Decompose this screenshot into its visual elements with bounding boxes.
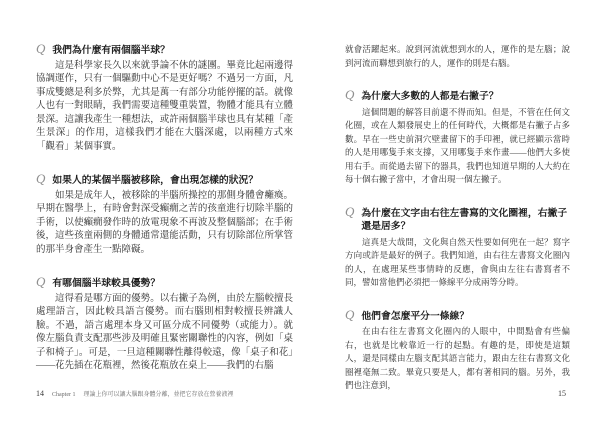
answer-paragraph: 這真是大哉問，文化與自然天性要如何兜在一起？寫字方向或許是最好的例子。我們知道，由右往左書寫文化圈內的人，在處理某些事情時的反應，會與由左往右書寫者不同，譬如當他們必須把一條線平分成兩等分時。 (345, 236, 570, 287)
chapter-title: 理論上你可以讓大腦跟身體分離，並把它存放在營養液裡 (83, 392, 234, 398)
q-marker-icon: Q (345, 306, 355, 322)
page-number-right: 15 (558, 389, 566, 398)
question-row (345, 88, 570, 104)
qa-section (345, 205, 570, 290)
question-row (345, 205, 570, 234)
page-left (36, 0, 293, 374)
qa-section (36, 275, 293, 374)
chapter-label: Chapter 1 (52, 392, 76, 398)
page-right (345, 0, 570, 393)
answer-paragraph: 這得看是哪方面的優勢。以右撇子為例，由於左腦較擅長處理語言，因此較具語言優勢。而右腦則相對較擅長辨識人臉。不過，語言處理本身又可區分成不同優勢（或能力）。就像左腦負責支配那些涉及明確且緊密關聯性的內容，例如「桌子和椅子」。可是，一旦這種關聯性離得較遠，像「桌子和花」——花先插在花瓶裡，然後花瓶放在桌上——我們的右腦 (36, 293, 293, 371)
answer-paragraph: 這是科學家長久以來就爭論不休的謎團。畢竟比起兩邊得協調運作，只有一個驅動中心不是更好嗎？不過另一方面，凡事成雙總是利多於弊，尤其是萬一有部分功能停擺的話。就像人也有一對眼睛，我們需要這種雙重裝置，物體才能具有立體景深。這讓我產生一種想法，或許兩個腦半球也具有某種「產生景深」的作用，這樣我們才能在大腦深處，以兩種方式來「觀看」某個事實。 (36, 60, 293, 152)
question-heading: 有哪個腦半球較具優勢？ (52, 278, 161, 289)
question-row (345, 308, 570, 324)
footer-left (36, 389, 234, 398)
qa-section (345, 308, 570, 393)
qa-section (36, 172, 293, 257)
answer-paragraph: 如果是成年人，被移除的半腦所操控的那側身體會癱瘓。早期在醫學上，有時會對深受癲癇之苦的孩童進行切除半腦的手術，以使癲癇發作時的放電現象不再波及整個腦部；在手術後，這些孩童兩側的身體通常還能活動，只有切除部位所掌管的那半身會產生一點障礙。 (36, 190, 293, 255)
question-row (36, 172, 293, 188)
question-row (36, 42, 293, 58)
footer-right (558, 389, 566, 398)
answer-paragraph: 這個問題的解答目前還不得而知。但是，不管在任何文化圈，或在人類發展史上的任何時代，大概都是右撇子占多數。早在一些史前洞穴壁畫留下的手印裡，就已經顯示當時的人是用哪隻手來支撐，又用哪隻手來作畫——他們大多使用右手。而從過去留下的器具，我們也知道早期的人大約在每十個右撇子當中，才會出現一個左撇子。 (345, 106, 570, 184)
q-marker-icon: Q (36, 171, 46, 186)
q-marker-icon: Q (345, 203, 355, 219)
question-row (36, 275, 293, 291)
q-marker-icon: Q (36, 274, 46, 289)
page-number-left: 14 (36, 389, 44, 398)
qa-section (345, 88, 570, 187)
qa-section (36, 42, 293, 154)
question-heading: 我們為什麼有兩個腦半球？ (52, 45, 170, 56)
question-heading: 為什麼在文字由右往左書寫的文化圈裡，右撇子還是居多？ (361, 207, 568, 232)
answer-paragraph: 在由右往左書寫文化圈內的人眼中，中間點會有些偏右，也就是比較靠近一行的起點。有趣的是，即使是這類人，還是同樣由左腦支配其語言能力，跟由左往右書寫文化圈裡毫無二致。畢竟只要是人，都有著相同的腦。另外，我們也注意到， (345, 326, 570, 390)
question-heading: 他們會怎麼平分一條線？ (361, 310, 470, 322)
q-marker-icon: Q (345, 87, 355, 102)
question-heading: 如果人的某個半腦被移除，會出現怎樣的狀況？ (52, 175, 259, 186)
continuation-paragraph: 就會活躍起來。說到河流就想到水的人，運作的是左腦；說到河流而聯想到旅行的人，運作的則是右腦。 (345, 44, 570, 68)
question-heading: 為什麼大多數的人都是右撇子？ (361, 91, 499, 102)
q-marker-icon: Q (36, 41, 46, 56)
